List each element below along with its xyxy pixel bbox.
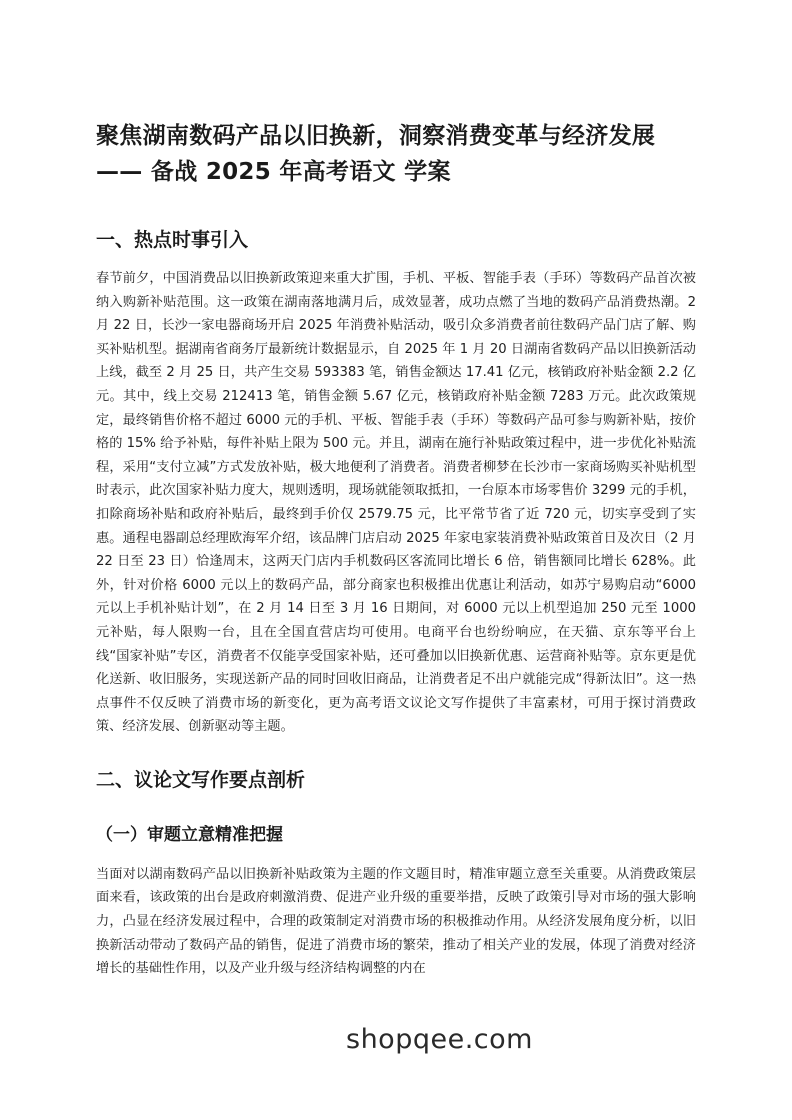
document-title-line2: —— 备战 2025 年高考语文 学案 (96, 159, 451, 185)
subsection1-paragraph: 当面对以湖南数码产品以旧换新补贴政策为主题的作文题目时，精准审题立意至关重要。从消费政策层面来看，该政策的出台是政府刺激消费、促进产业升级的重要举措，反映了政策引导对市场的强大影响力，凸显在经济发展过程中，合理的政策制定对消费市场的积极推动作用。从经济发展角度分析，以旧换新活动带动了数码产品的销售，促进了消费市场的繁荣，推动了相关产业的发展，体现了消费对经济增长的基础性作用，以及产业升级与经济结构调整的内在 (96, 866, 696, 977)
document-body (96, 118, 696, 981)
subsection1-heading: （一）审题立意精准把握 (96, 824, 283, 845)
section1-heading: 一、热点时事引入 (96, 229, 249, 251)
section1-paragraph: 春节前夕，中国消费品以旧换新政策迎来重大扩围，手机、平板、智能手表（手环）等数码产品首次被纳入购新补贴范围。这一政策在湖南落地满月后，成效显著，成功点燃了当地的数码产品消费热潮。2 月 22 日，长沙一家电器商场开启 2025 年消费补贴活动，吸引众多消费者前往数码产品门店了解、购买补贴机型。据湖南省商务厅最新统计数据显示，自 2025 年 1 月 20 日湖南省数码产品以旧换新活动上线，截至 2 月 25 日，共产生交易 593383 笔，销售金额达 17.41 亿元，核销政府补贴金额 2.2 亿元。其中，线上交易 212413 笔，销售金额 5.67 亿元，核销政府补贴金额 7283 万元。此次政策规定，最终销售价格不超过 6000 元的手机、平板、智能手表（手环）等数码产品可参与购新补贴，按价格的 15% 给予补贴，每件补贴上限为 500 元。并且，湖南在施行补贴政策过程中，进一步优化补贴流程，采用“支付立减”方式发放补贴，极大地便利了消费者。消费者柳梦在长沙市一家商场购买补贴机型时表示，此次国家补贴力度大，规则透明，现场就能领取抵扣，一台原本市场零售价 3299 元的手机，扣除商场补贴和政府补贴后，最终到手价仅 2579.75 元，比平常节省了近 720 元，切实享受到了实惠。通程电器副总经理欧海军介绍，该品牌门店启动 2025 年家电家装消费补贴政策首日及次日（2 月 22 日至 23 日）恰逢周末，这两天门店内手机数码区客流同比增长 6 倍，销售额同比增长 628%。此外，针对价格 6000 元以上的数码产品，部分商家也积极推出优惠让利活动，如苏宁易购启动“6000 元以上手机补贴计划”，在 2 月 14 日至 3 月 16 日期间，对 6000 元以上机型追加 250 元至 1000 元补贴，每人限购一台，且在全国直营店均可使用。电商平台也纷纷响应，在天猫、京东等平台上线“国家补贴”专区，消费者不仅能享受国家补贴，还可叠加以旧换新优惠、运营商补贴等。京东更是优化送新、收旧服务，实现送新产品的同时回收旧商品，让消费者足不出户就能完成“得新汰旧”。这一热点事件不仅反映了消费市场的新变化，更为高考语文议论文写作提供了丰富素材，可用于探讨消费政策、经济发展、创新驱动等主题。 (96, 271, 696, 735)
section2-heading: 二、议论文写作要点剖析 (96, 768, 306, 791)
watermark-text: shopqee.com (346, 1024, 533, 1055)
document-title-line1: 聚焦湖南数码产品以旧换新，洞察消费变革与经济发展 (96, 123, 656, 149)
